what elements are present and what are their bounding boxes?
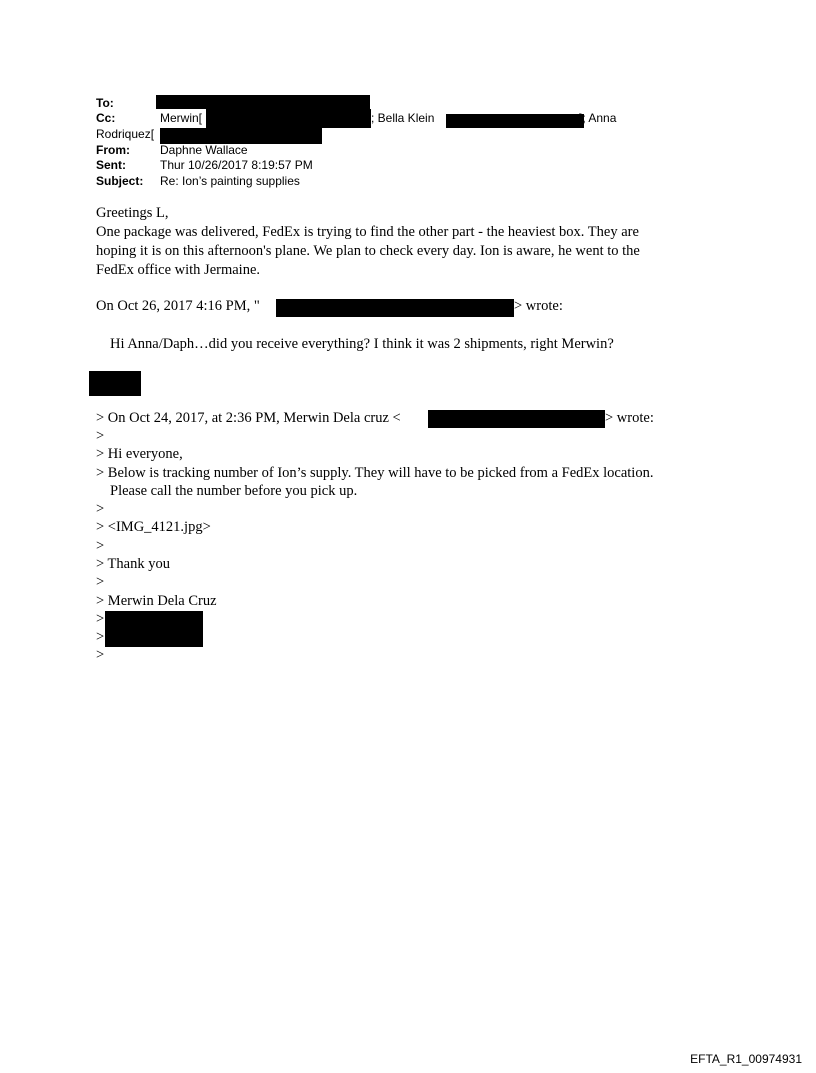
to-label: To: <box>96 96 114 110</box>
reply-text: Hi Anna/Daph…did you receive everything? I think it was 2 shipments, right Merwin? <box>110 336 614 352</box>
paragraph-line: FedEx office with Jermaine. <box>96 262 261 278</box>
email-header <box>0 0 816 200</box>
redaction-cc-bella <box>446 114 584 128</box>
quote-line: > Hi everyone, <box>96 446 183 462</box>
quote-line: > <box>96 574 105 590</box>
quote-intro-end: > wrote: <box>514 298 563 314</box>
quote-intro <box>96 297 260 315</box>
quote-line: Please call the number before you pick up. <box>110 483 358 499</box>
redaction-signature <box>105 611 203 647</box>
nested-intro-end: > wrote: <box>605 410 654 426</box>
from-value: Daphne Wallace <box>160 143 248 157</box>
cc-continuation: Rodriquez[ <box>96 127 155 141</box>
quote-line: > <box>96 629 105 645</box>
from-label: From: <box>96 143 130 157</box>
redaction-to <box>156 95 370 109</box>
paragraph-line: hoping it is on this afternoon's plane. We plan to check every day. Ion is aware, he went to the <box>96 243 640 259</box>
redaction-nested-email <box>428 410 605 428</box>
quote-line: > <IMG_4121.jpg> <box>96 519 211 535</box>
quote-line: > <box>96 428 105 444</box>
quote-line: > <box>96 611 105 627</box>
cc-bella: ; Bella Klein <box>371 111 435 125</box>
nested-intro-start: > On Oct 24, 2017, at 2:36 PM, Merwin Dela cruz < <box>96 410 401 426</box>
redaction-quote-sender <box>276 299 514 317</box>
redaction-cc-anna <box>160 128 322 144</box>
cc-value: Merwin[ <box>160 111 203 125</box>
greeting: Greetings L, <box>96 205 169 221</box>
cc-anna: ]; Anna <box>579 111 617 125</box>
redaction-cc-merwin <box>206 109 371 128</box>
quote-line: > <box>96 647 105 663</box>
document-id: EFTA_R1_00974931 <box>690 1052 802 1066</box>
cc-label: Cc: <box>96 111 116 125</box>
quote-intro-start: On Oct 26, 2017 4:16 PM, " <box>96 298 260 314</box>
subject-value: Re: Ion’s painting supplies <box>160 174 300 188</box>
paragraph-line: One package was delivered, FedEx is trying to find the other part - the heaviest box. They are <box>96 224 639 240</box>
quote-line: > <box>96 501 105 517</box>
redaction-block <box>89 371 141 396</box>
quote-line: > <box>96 538 105 554</box>
sent-label: Sent: <box>96 158 126 172</box>
subject-label: Subject: <box>96 174 144 188</box>
quote-line: > Thank you <box>96 556 170 572</box>
quote-line: > Below is tracking number of Ion’s supply. They will have to be picked from a FedEx location. <box>96 465 654 481</box>
quote-line: > Merwin Dela Cruz <box>96 593 217 609</box>
sent-value: Thur 10/26/2017 8:19:57 PM <box>160 158 313 172</box>
